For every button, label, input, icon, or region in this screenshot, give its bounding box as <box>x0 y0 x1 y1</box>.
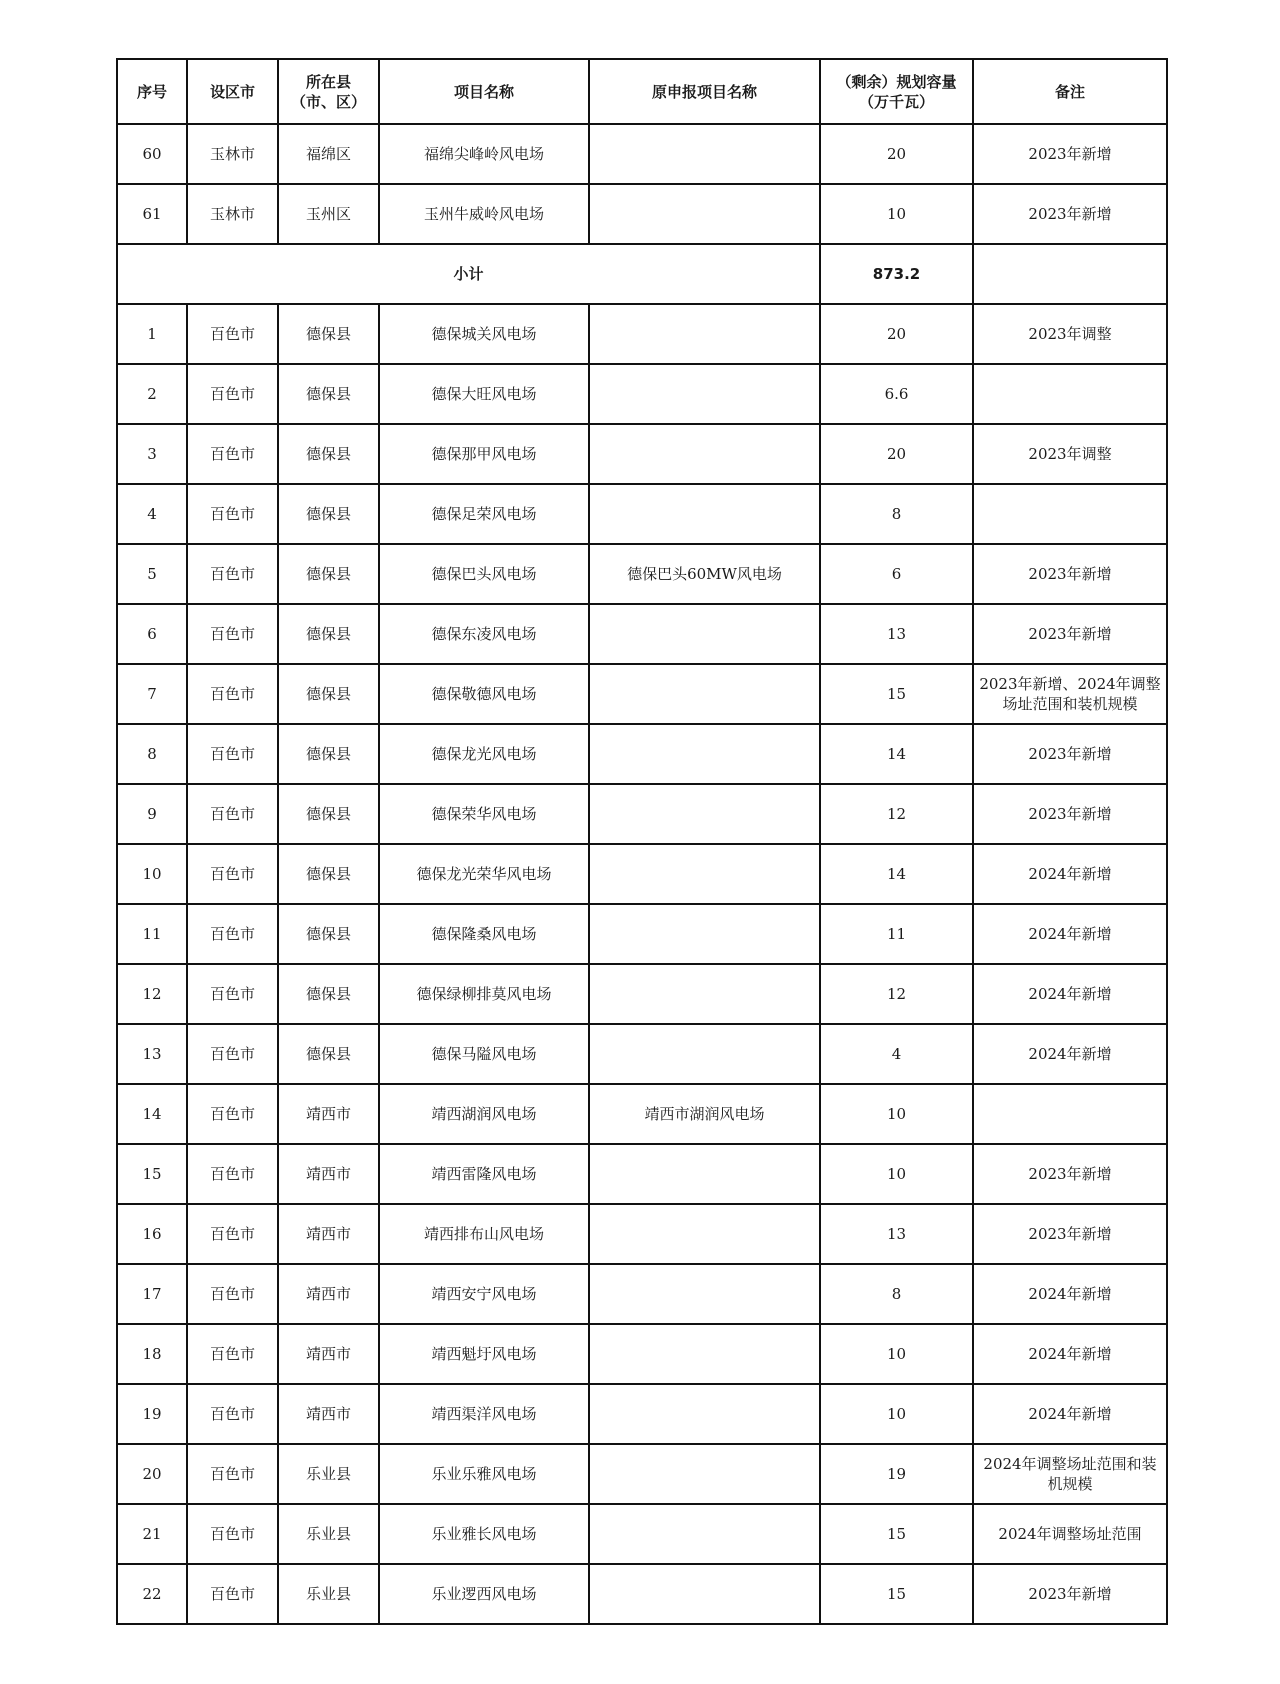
cell-capacity: 10 <box>820 1144 973 1204</box>
cell-seq: 17 <box>117 1264 187 1324</box>
cell-capacity: 15 <box>820 664 973 724</box>
cell-note: 2024年新增 <box>973 1324 1167 1384</box>
cell-capacity: 8 <box>820 1264 973 1324</box>
cell-orig <box>589 964 820 1024</box>
cell-county: 靖西市 <box>278 1204 379 1264</box>
cell-seq: 15 <box>117 1144 187 1204</box>
table-row <box>117 184 1167 244</box>
cell-note <box>973 484 1167 544</box>
header-county <box>278 59 379 124</box>
cell-seq: 10 <box>117 844 187 904</box>
cell-county: 靖西市 <box>278 1384 379 1444</box>
cell-orig <box>589 304 820 364</box>
cell-orig <box>589 664 820 724</box>
cell-capacity: 13 <box>820 604 973 664</box>
cell-project: 福绵尖峰岭风电场 <box>379 124 589 184</box>
cell-orig <box>589 1144 820 1204</box>
cell-city: 百色市 <box>187 1144 278 1204</box>
cell-seq: 9 <box>117 784 187 844</box>
cell-city: 百色市 <box>187 724 278 784</box>
cell-capacity: 4 <box>820 1024 973 1084</box>
cell-county: 德保县 <box>278 784 379 844</box>
cell-note: 2023年新增 <box>973 544 1167 604</box>
table-row <box>117 904 1167 964</box>
cell-capacity: 8 <box>820 484 973 544</box>
table-row <box>117 364 1167 424</box>
cell-city: 百色市 <box>187 304 278 364</box>
cell-city: 百色市 <box>187 964 278 1024</box>
cell-county: 靖西市 <box>278 1144 379 1204</box>
cell-note: 2024年调整场址范围和装机规模 <box>973 1444 1167 1504</box>
table-row <box>117 784 1167 844</box>
cell-project: 德保巴头风电场 <box>379 544 589 604</box>
cell-seq: 13 <box>117 1024 187 1084</box>
cell-county: 靖西市 <box>278 1084 379 1144</box>
cell-city: 百色市 <box>187 904 278 964</box>
cell-capacity: 13 <box>820 1204 973 1264</box>
cell-project: 玉州牛威岭风电场 <box>379 184 589 244</box>
cell-orig <box>589 1024 820 1084</box>
cell-project: 德保足荣风电场 <box>379 484 589 544</box>
cell-orig <box>589 844 820 904</box>
cell-project: 靖西湖润风电场 <box>379 1084 589 1144</box>
cell-seq: 12 <box>117 964 187 1024</box>
table-row <box>117 724 1167 784</box>
cell-seq: 8 <box>117 724 187 784</box>
cell-capacity: 10 <box>820 184 973 244</box>
cell-note: 2023年新增 <box>973 724 1167 784</box>
cell-project: 德保大旺风电场 <box>379 364 589 424</box>
cell-orig <box>589 1384 820 1444</box>
cell-note: 2023年新增 <box>973 1564 1167 1624</box>
cell-project: 乐业乐雅风电场 <box>379 1444 589 1504</box>
cell-note: 2023年新增、2024年调整场址范围和装机规模 <box>973 664 1167 724</box>
cell-city: 玉林市 <box>187 184 278 244</box>
cell-note: 2023年新增 <box>973 184 1167 244</box>
cell-city: 玉林市 <box>187 124 278 184</box>
cell-orig <box>589 724 820 784</box>
cell-county: 德保县 <box>278 544 379 604</box>
cell-county: 德保县 <box>278 484 379 544</box>
cell-capacity: 11 <box>820 904 973 964</box>
cell-seq: 22 <box>117 1564 187 1624</box>
cell-note: 2024年调整场址范围 <box>973 1504 1167 1564</box>
cell-city: 百色市 <box>187 1204 278 1264</box>
cell-note: 2023年调整 <box>973 424 1167 484</box>
subtotal-row <box>117 244 1167 304</box>
cell-city: 百色市 <box>187 664 278 724</box>
cell-capacity: 14 <box>820 724 973 784</box>
cell-county: 德保县 <box>278 844 379 904</box>
cell-orig: 德保巴头60MW风电场 <box>589 544 820 604</box>
cell-project: 德保马隘风电场 <box>379 1024 589 1084</box>
wind-farm-table <box>116 58 1168 1625</box>
cell-seq: 20 <box>117 1444 187 1504</box>
cell-orig <box>589 184 820 244</box>
header-capacity <box>820 59 973 124</box>
cell-project: 靖西安宁风电场 <box>379 1264 589 1324</box>
cell-note: 2023年新增 <box>973 784 1167 844</box>
cell-project: 德保荣华风电场 <box>379 784 589 844</box>
cell-orig <box>589 364 820 424</box>
cell-county: 乐业县 <box>278 1444 379 1504</box>
cell-seq: 60 <box>117 124 187 184</box>
table-row <box>117 544 1167 604</box>
cell-capacity: 20 <box>820 424 973 484</box>
cell-county: 德保县 <box>278 664 379 724</box>
table-row <box>117 1264 1167 1324</box>
cell-capacity: 10 <box>820 1384 973 1444</box>
cell-seq: 5 <box>117 544 187 604</box>
table-row <box>117 844 1167 904</box>
cell-capacity: 15 <box>820 1504 973 1564</box>
cell-note: 2024年新增 <box>973 964 1167 1024</box>
cell-note: 2024年新增 <box>973 1384 1167 1444</box>
cell-orig <box>589 1324 820 1384</box>
cell-capacity: 15 <box>820 1564 973 1624</box>
cell-city: 百色市 <box>187 784 278 844</box>
cell-county: 德保县 <box>278 904 379 964</box>
table-row <box>117 1144 1167 1204</box>
table-row <box>117 1024 1167 1084</box>
cell-capacity: 14 <box>820 844 973 904</box>
cell-orig <box>589 424 820 484</box>
cell-city: 百色市 <box>187 1564 278 1624</box>
cell-note: 2024年新增 <box>973 1264 1167 1324</box>
cell-project: 德保绿柳排莫风电场 <box>379 964 589 1024</box>
header-capacity-line1: （剩余）规划容量 <box>836 72 957 91</box>
cell-orig <box>589 1564 820 1624</box>
cell-note: 2023年新增 <box>973 1204 1167 1264</box>
cell-seq: 6 <box>117 604 187 664</box>
cell-capacity: 10 <box>820 1084 973 1144</box>
cell-note <box>973 364 1167 424</box>
cell-project: 德保龙光风电场 <box>379 724 589 784</box>
table-row <box>117 1084 1167 1144</box>
cell-orig <box>589 904 820 964</box>
cell-seq: 7 <box>117 664 187 724</box>
header-row <box>117 59 1167 124</box>
cell-city: 百色市 <box>187 1024 278 1084</box>
table-row <box>117 304 1167 364</box>
cell-orig: 靖西市湖润风电场 <box>589 1084 820 1144</box>
cell-orig <box>589 784 820 844</box>
cell-note <box>973 1084 1167 1144</box>
cell-orig <box>589 1444 820 1504</box>
header-city: 设区市 <box>187 59 278 124</box>
cell-note: 2024年新增 <box>973 844 1167 904</box>
cell-note: 2024年新增 <box>973 904 1167 964</box>
cell-capacity: 6.6 <box>820 364 973 424</box>
cell-seq: 1 <box>117 304 187 364</box>
cell-county: 德保县 <box>278 304 379 364</box>
table-row <box>117 424 1167 484</box>
cell-city: 百色市 <box>187 544 278 604</box>
table-body-baise <box>117 304 1167 1624</box>
table-row <box>117 124 1167 184</box>
cell-city: 百色市 <box>187 424 278 484</box>
cell-orig <box>589 1204 820 1264</box>
cell-county: 玉州区 <box>278 184 379 244</box>
cell-orig <box>589 1264 820 1324</box>
cell-city: 百色市 <box>187 844 278 904</box>
header-project: 项目名称 <box>379 59 589 124</box>
cell-county: 靖西市 <box>278 1324 379 1384</box>
cell-seq: 61 <box>117 184 187 244</box>
cell-project: 靖西渠洋风电场 <box>379 1384 589 1444</box>
cell-project: 德保那甲风电场 <box>379 424 589 484</box>
table-row <box>117 484 1167 544</box>
cell-county: 德保县 <box>278 1024 379 1084</box>
header-seq: 序号 <box>117 59 187 124</box>
cell-capacity: 12 <box>820 964 973 1024</box>
cell-seq: 21 <box>117 1504 187 1564</box>
cell-project: 靖西魁圩风电场 <box>379 1324 589 1384</box>
header-county-line1: 所在县 <box>305 72 351 91</box>
cell-project: 德保城关风电场 <box>379 304 589 364</box>
table-row <box>117 664 1167 724</box>
cell-project: 靖西雷隆风电场 <box>379 1144 589 1204</box>
cell-project: 靖西排布山风电场 <box>379 1204 589 1264</box>
cell-project: 德保敬德风电场 <box>379 664 589 724</box>
table-row <box>117 604 1167 664</box>
cell-project: 乐业逻西风电场 <box>379 1564 589 1624</box>
cell-seq: 4 <box>117 484 187 544</box>
cell-orig <box>589 1504 820 1564</box>
table-row <box>117 1384 1167 1444</box>
cell-capacity: 20 <box>820 124 973 184</box>
cell-note: 2024年新增 <box>973 1024 1167 1084</box>
header-orig-project: 原申报项目名称 <box>589 59 820 124</box>
subtotal-capacity: 873.2 <box>820 244 973 304</box>
cell-orig <box>589 124 820 184</box>
cell-county: 德保县 <box>278 964 379 1024</box>
cell-orig <box>589 604 820 664</box>
cell-note: 2023年新增 <box>973 124 1167 184</box>
cell-county: 德保县 <box>278 724 379 784</box>
subtotal-label: 小计 <box>117 244 820 304</box>
cell-city: 百色市 <box>187 364 278 424</box>
table-row <box>117 964 1167 1024</box>
table-row <box>117 1204 1167 1264</box>
cell-seq: 16 <box>117 1204 187 1264</box>
cell-capacity: 12 <box>820 784 973 844</box>
cell-seq: 19 <box>117 1384 187 1444</box>
table-row <box>117 1324 1167 1384</box>
cell-city: 百色市 <box>187 1384 278 1444</box>
header-note: 备注 <box>973 59 1167 124</box>
cell-seq: 11 <box>117 904 187 964</box>
table-row <box>117 1504 1167 1564</box>
cell-capacity: 6 <box>820 544 973 604</box>
cell-note: 2023年调整 <box>973 304 1167 364</box>
cell-city: 百色市 <box>187 1264 278 1324</box>
cell-seq: 3 <box>117 424 187 484</box>
table-row <box>117 1564 1167 1624</box>
cell-city: 百色市 <box>187 1324 278 1384</box>
cell-seq: 14 <box>117 1084 187 1144</box>
header-county-line2: （市、区） <box>290 92 366 111</box>
cell-city: 百色市 <box>187 484 278 544</box>
cell-note: 2023年新增 <box>973 1144 1167 1204</box>
cell-county: 德保县 <box>278 424 379 484</box>
cell-capacity: 10 <box>820 1324 973 1384</box>
cell-county: 德保县 <box>278 604 379 664</box>
cell-capacity: 19 <box>820 1444 973 1504</box>
cell-project: 乐业雅长风电场 <box>379 1504 589 1564</box>
table-row <box>117 1444 1167 1504</box>
cell-note: 2023年新增 <box>973 604 1167 664</box>
cell-capacity: 20 <box>820 304 973 364</box>
cell-county: 靖西市 <box>278 1264 379 1324</box>
cell-seq: 2 <box>117 364 187 424</box>
cell-county: 福绵区 <box>278 124 379 184</box>
cell-city: 百色市 <box>187 1084 278 1144</box>
cell-city: 百色市 <box>187 1504 278 1564</box>
cell-project: 德保东凌风电场 <box>379 604 589 664</box>
cell-county: 乐业县 <box>278 1504 379 1564</box>
header-capacity-line2: （万千瓦） <box>858 92 934 111</box>
cell-project: 德保龙光荣华风电场 <box>379 844 589 904</box>
cell-county: 德保县 <box>278 364 379 424</box>
subtotal-note <box>973 244 1167 304</box>
cell-project: 德保隆桑风电场 <box>379 904 589 964</box>
cell-city: 百色市 <box>187 1444 278 1504</box>
cell-seq: 18 <box>117 1324 187 1384</box>
cell-city: 百色市 <box>187 604 278 664</box>
cell-county: 乐业县 <box>278 1564 379 1624</box>
cell-orig <box>589 484 820 544</box>
